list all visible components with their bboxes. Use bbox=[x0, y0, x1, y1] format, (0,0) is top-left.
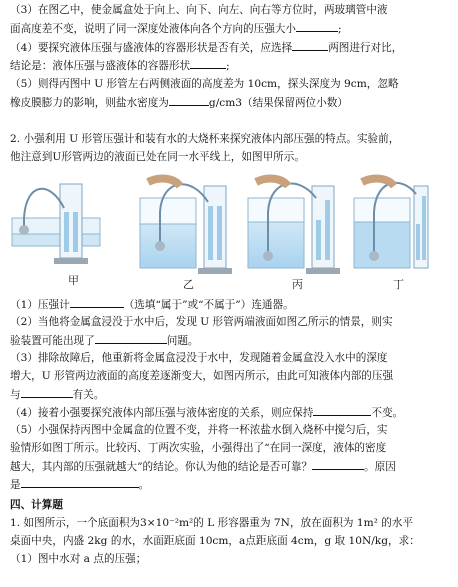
p2-q4-answer-blank[interactable] bbox=[313, 404, 371, 416]
q5-text-b: g/cm3（结果保留两位小数） bbox=[208, 97, 348, 109]
p2-q3-text-b: 有关。 bbox=[72, 389, 105, 401]
q5-answer-blank[interactable] bbox=[169, 94, 209, 106]
p2-q5-text-d: 。 bbox=[138, 479, 150, 491]
p2-q3-line-3 bbox=[10, 386, 104, 403]
s4-p1-line-3: （1）图中水对 a 点的压强； bbox=[10, 553, 147, 565]
p2-q4-text-a: （4）接着小强要探究液体内部压强与液体密度的关系，则应保持 bbox=[10, 407, 314, 419]
p2-q1 bbox=[10, 296, 294, 313]
p2-q1-text-a: （1）压强计 bbox=[10, 299, 70, 311]
p2-q2-answer-blank[interactable] bbox=[95, 332, 167, 344]
figure-label-ding: 丁 bbox=[393, 278, 404, 291]
p2-q4 bbox=[10, 404, 403, 421]
q4-line-1 bbox=[10, 39, 402, 56]
figure-ding bbox=[354, 179, 428, 268]
s4-p1-line-1: 1. 如图所示，一个底面积为3×10⁻²m²的 L 形容器重为 7N，放在面积为 1m² 的水平 bbox=[10, 517, 414, 529]
p2-q1-text-b: （选填“属于”或“不属于”）连通器。 bbox=[123, 299, 294, 311]
figure-jia bbox=[12, 184, 100, 264]
q5-line-2 bbox=[10, 94, 348, 111]
q3-line-1: （3）在图乙中，使金属盒处于向上、向下、向左、向右等方位时，两玻璃管中液 bbox=[10, 4, 388, 16]
q4-answer-blank-2[interactable] bbox=[190, 57, 226, 69]
p2-q4-text-b: 不变。 bbox=[371, 407, 404, 419]
p2-q3-answer-blank[interactable] bbox=[21, 386, 73, 398]
p2-q1-answer-blank[interactable] bbox=[70, 296, 124, 308]
section-4-title: 四、计算题 bbox=[10, 499, 63, 511]
q3-answer-blank[interactable] bbox=[296, 20, 338, 32]
p2-q3-line-2: 增大，U 形管两边液面的高度差逐渐变大，如图丙所示，由此可知液体内部的压强 bbox=[10, 370, 394, 382]
p2-q5-text-b: 。原因 bbox=[364, 461, 396, 473]
p2-q3-line-1: （3）排除故障后，他重新将金属盒浸没于水中，发现随着金属盒没入水中的深度 bbox=[10, 352, 388, 364]
figure-bing bbox=[248, 179, 340, 274]
p2-intro-2: 他注意到U形管两边的液面已处在同一水平线上，如图甲所示。 bbox=[10, 151, 305, 163]
p2-q3-text-a: 与 bbox=[10, 389, 21, 401]
q3-text: 面高度差不变，说明了同一深度处液体向各个方向的压强大小 bbox=[10, 23, 297, 35]
figure-yi bbox=[140, 179, 232, 274]
p2-q2-text-a: 验装置可能出现了 bbox=[10, 335, 95, 347]
q4-line-2: 结论是：液体压强与盛液体的容器形状 ; bbox=[10, 57, 230, 74]
p2-q5-text-a: 越大，其内部的压强就越大”的结论。你认为他的结论是否可靠？ bbox=[10, 461, 313, 473]
figure-label-jia: 甲 bbox=[68, 274, 79, 287]
p2-q5-line-1: （5）小强保持丙图中金属盒的位置不变，并将一杯浓盐水倒入烧杯中搅匀后，实 bbox=[10, 424, 388, 436]
q4-text-a: （4）要探究液体压强与盛液体的容器形状是否有关，应选择 bbox=[10, 42, 293, 54]
q4-text-c: 结论是：液体压强与盛液体的容器形状 bbox=[10, 60, 191, 72]
p2-q5-text-c: 是 bbox=[10, 479, 21, 491]
q5-text-a: 橡皮膜膨力的影响，则盐水密度为 bbox=[10, 97, 169, 109]
figure-label-yi: 乙 bbox=[183, 278, 194, 291]
p2-q5-line-2: 验情形如图丁所示。比较丙、丁两次实验，小强得出了“在同一深度，液体的密度 bbox=[10, 442, 387, 454]
p2-q5-line-3 bbox=[10, 458, 396, 475]
figure-label-bing: 丙 bbox=[292, 278, 303, 291]
p2-q2-line-1: （2）当他将金属盒浸没于水中后，发现 U 形管两端液面如图乙所示的情景，则实 bbox=[10, 316, 393, 328]
p2-q5-answer-blank-2[interactable] bbox=[21, 476, 139, 488]
p2-intro-1: 2. 小强利用 U 形管压强计和装有水的大烧杯来探究液体内部压强的特点。实验前， bbox=[10, 133, 400, 145]
p2-q2-text-b: 问题。 bbox=[166, 335, 199, 347]
q4-text-b: 两图进行对比， bbox=[328, 42, 403, 54]
u-tube-figure bbox=[10, 172, 430, 290]
p2-q2-line-2 bbox=[10, 332, 199, 349]
p2-q5-answer-blank-1[interactable] bbox=[312, 458, 364, 470]
q4-answer-blank-1[interactable] bbox=[292, 39, 328, 51]
s4-p1-line-2: 桌面中央，内盛 2kg 的水，水面距底面 10cm，a点距底面 4cm，g 取 10N/kg，求： bbox=[10, 535, 420, 547]
p2-q5-line-4 bbox=[10, 476, 149, 493]
q5-line-1: （5）则得丙图中 U 形管左右两侧液面的高度差为 10cm，探头深度为 9cm，忽略 bbox=[10, 78, 399, 90]
q3-line-2: 面高度差不变，说明了同一深度处液体向各个方向的压强大小 ; bbox=[10, 20, 342, 37]
